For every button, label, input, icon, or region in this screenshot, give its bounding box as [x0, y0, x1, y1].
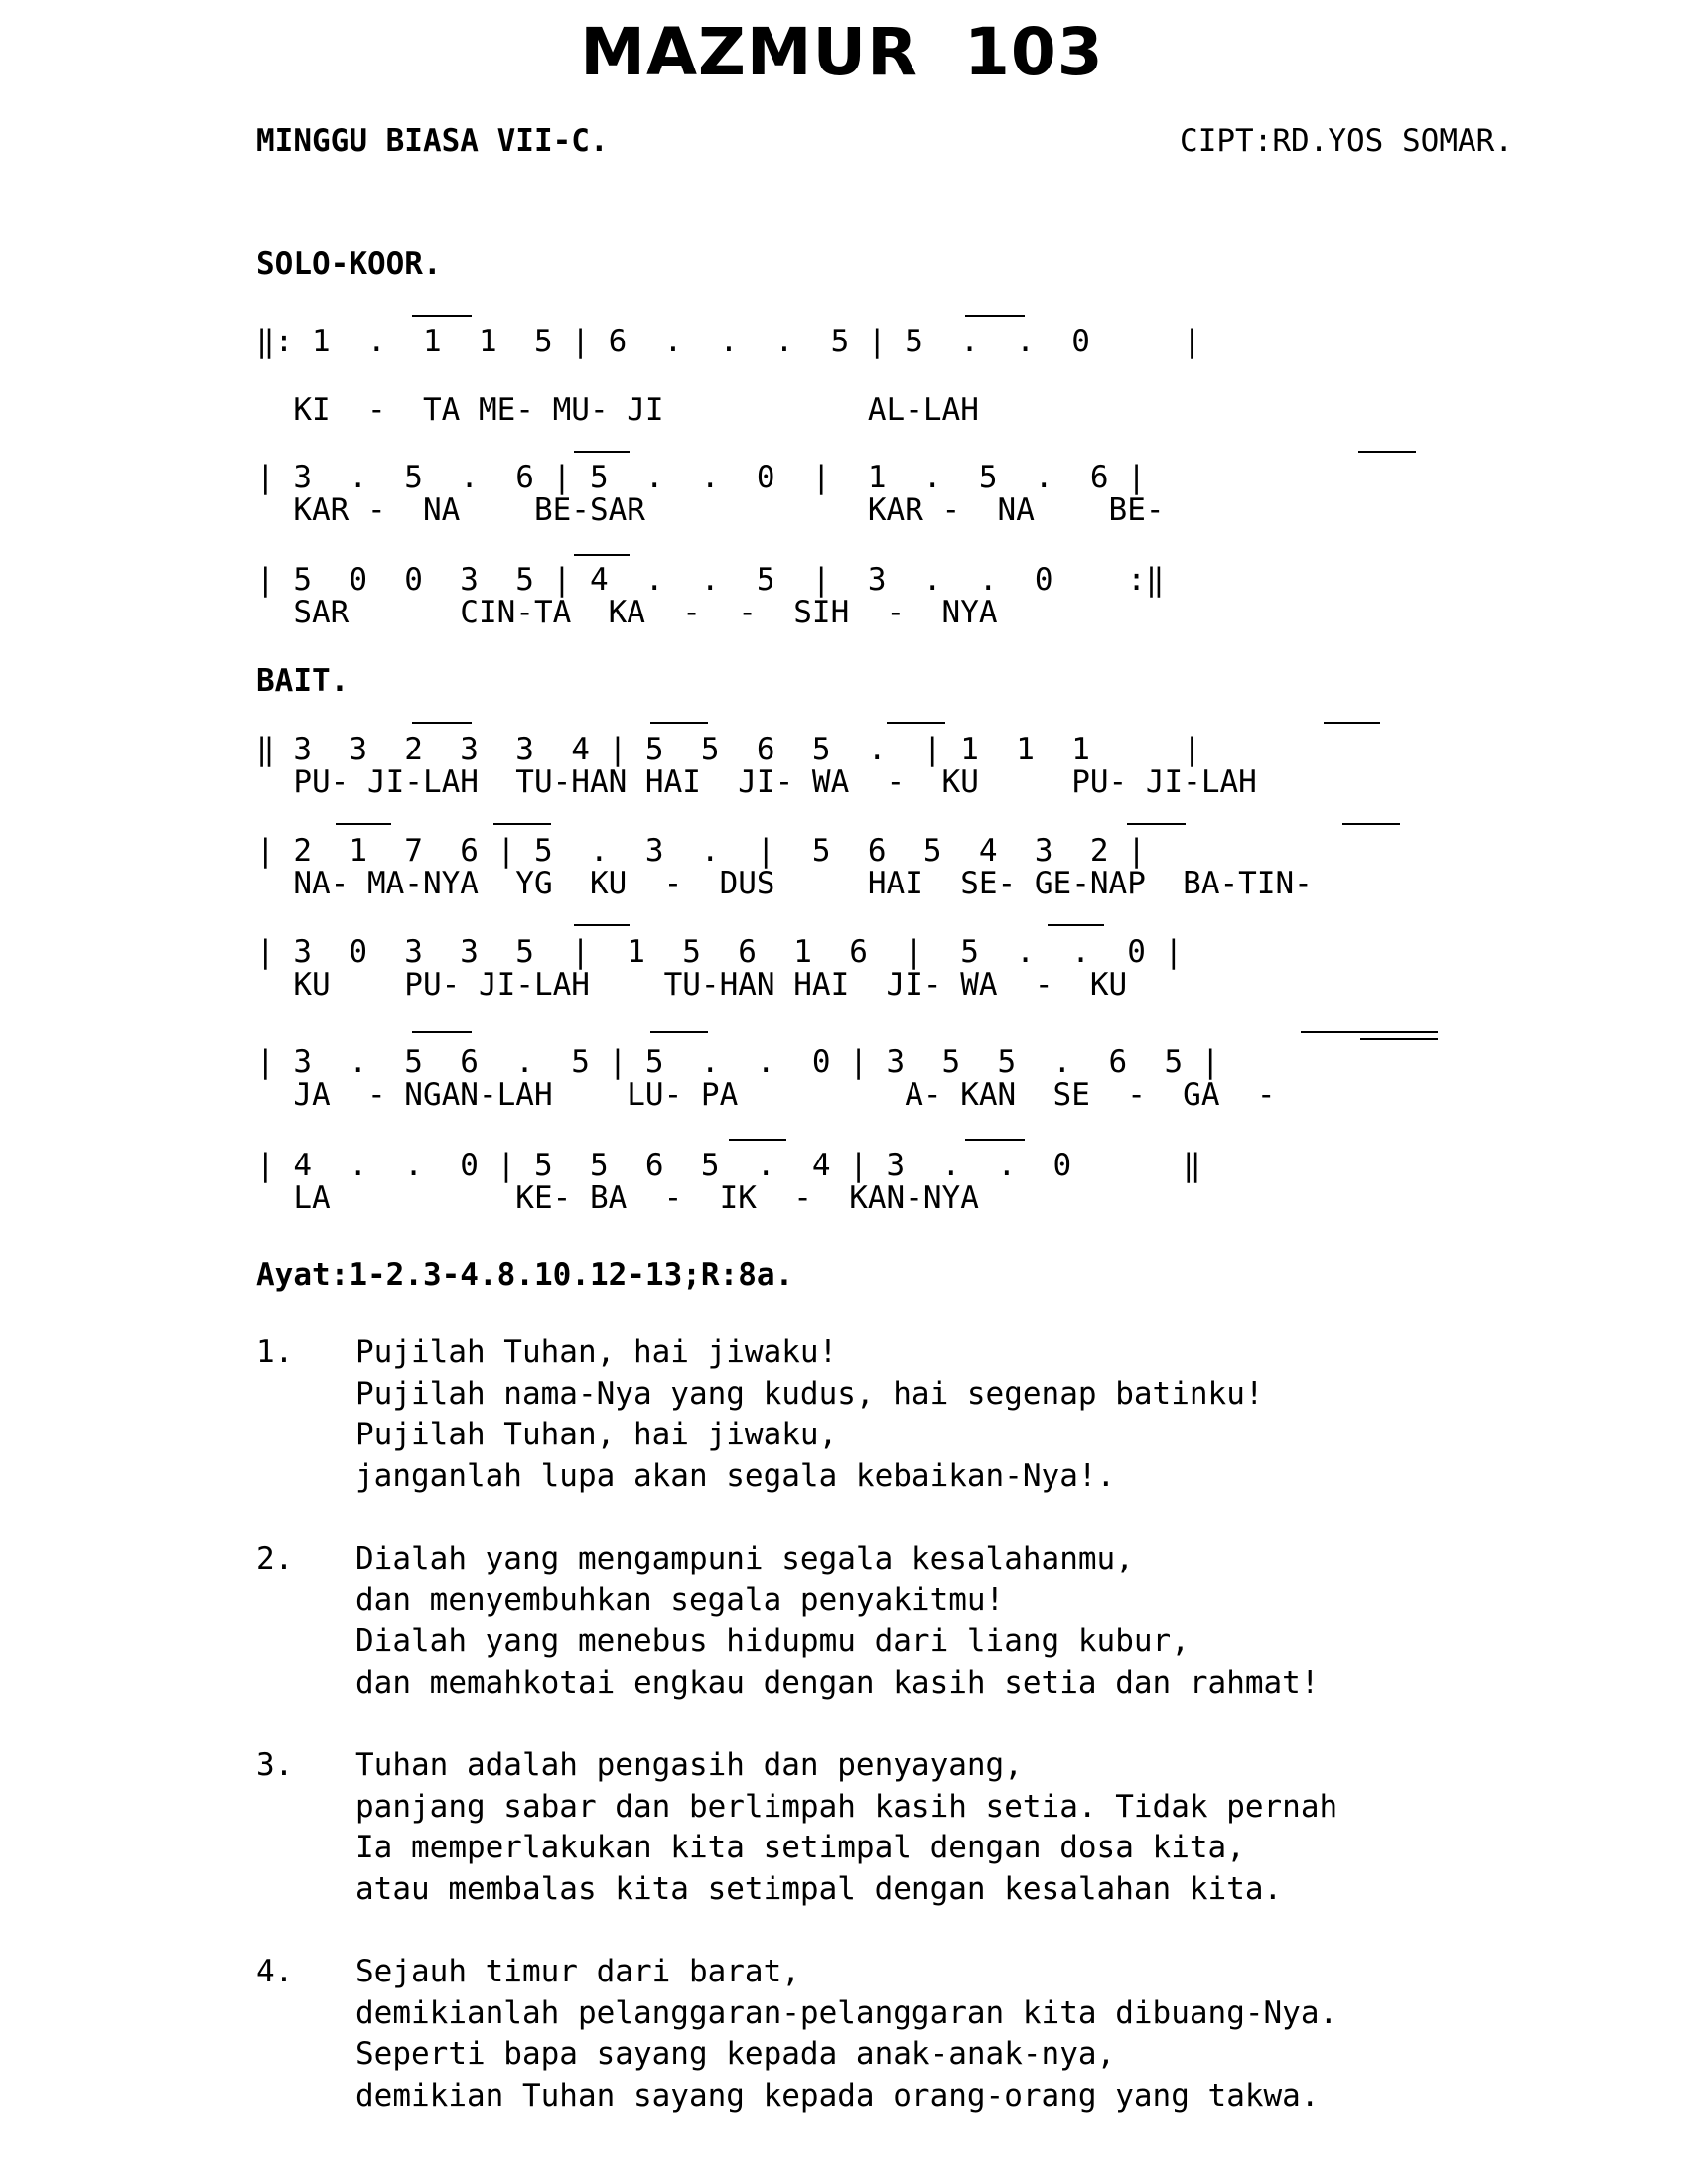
lyric-line: NA- MA-NYA YG KU - DUS HAI SE- GE-NAP BA-TIN-	[256, 866, 1313, 901]
verse-line: dan menyembuhkan segala penyakitmu!	[355, 1581, 1005, 1618]
verse-line: Sejauh timur dari barat,	[355, 1954, 800, 1989]
notation-line: | 3 . 5 6 . 5 | 5 . . 0 | 3 5 5 . 6 5 |	[256, 1044, 1220, 1080]
verse-line: dan memahkotai engkau dengan kasih setia dan rahmat!	[355, 1664, 1320, 1701]
notation-line: ‖: 1 . 1 1 5 | 6 . . . 5 | 5 . . 0 |	[256, 324, 1201, 359]
psalm-verses	[256, 1332, 1547, 2158]
lyric-line: JA - NGAN-LAH LU- PA A- KAN SE - GA -	[256, 1077, 1276, 1113]
verse-line: Tuhan adalah pengasih dan penyayang,	[355, 1747, 1023, 1783]
lyric-line: KU PU- JI-LAH TU-HAN HAI JI- WA - KU	[256, 967, 1128, 1003]
song-title: MAZMUR 103	[580, 14, 1104, 90]
verse-1	[256, 1332, 1547, 1497]
lyric-line: KI - TA ME- MU- JI AL-LAH	[256, 392, 979, 428]
notation-line: | 4 . . 0 | 5 5 6 5 . 4 | 3 . . 0 ‖	[256, 1148, 1201, 1183]
notation-line: | 5 0 0 3 5 | 4 . . 5 | 3 . . 0 :‖	[256, 562, 1165, 598]
verse-line: Pujilah Tuhan, hai jiwaku,	[355, 1417, 838, 1452]
verse-number: 4.	[256, 1954, 294, 1989]
notation-line: | 3 0 3 3 5 | 1 5 6 1 6 | 5 . . 0 |	[256, 934, 1184, 970]
verse-line: demikianlah pelanggaran-pelanggaran kita dibuang-Nya.	[355, 1994, 1338, 2031]
verse-4	[256, 1952, 1547, 2116]
composer-credit: CIPT:RD.YOS SOMAR.	[1180, 123, 1513, 159]
notation-line: ‖ 3 3 2 3 3 4 | 5 5 6 5 . | 1 1 1 |	[256, 732, 1201, 767]
verse-line: janganlah lupa akan segala kebaikan-Nya!.	[355, 1457, 1116, 1494]
lyric-line: PU- JI-LAH TU-HAN HAI JI- WA - KU PU- JI-LAH	[256, 764, 1257, 800]
notation-line: | 2 1 7 6 | 5 . 3 . | 5 6 5 4 3 2 |	[256, 833, 1146, 869]
verse-line: demikian Tuhan sayang kepada orang-orang yang takwa.	[355, 2077, 1320, 2114]
verse-number: 3.	[256, 1747, 294, 1783]
verse-line: Pujilah Tuhan, hai jiwaku!	[355, 1334, 838, 1370]
refrain-heading: SOLO-KOOR.	[256, 246, 442, 282]
verse-line: Ia memperlakukan kita setimpal dengan dosa kita,	[355, 1830, 1245, 1865]
liturgical-occasion: MINGGU BIASA VII-C.	[256, 123, 609, 159]
lyric-line: SAR CIN-TA KA - - SIH - NYA	[256, 595, 998, 630]
lyric-line: LA KE- BA - IK - KAN-NYA	[256, 1180, 979, 1216]
verse-line: Dialah yang mengampuni segala kesalahanmu,	[355, 1541, 1134, 1576]
lyric-line: KAR - NA BE-SAR KAR - NA BE-	[256, 492, 1165, 528]
verse-line: panjang sabar dan berlimpah kasih setia. Tidak pernah	[355, 1788, 1338, 1825]
verse-number: 2.	[256, 1541, 294, 1576]
verse-3	[256, 1745, 1547, 1910]
verse-number: 1.	[256, 1334, 294, 1370]
verse-2	[256, 1539, 1547, 1704]
notation-line: | 3 . 5 . 6 | 5 . . 0 | 1 . 5 . 6 |	[256, 460, 1146, 495]
verse-line: Dialah yang menebus hidupmu dari liang kubur,	[355, 1623, 1190, 1659]
verse-music-heading: BAIT.	[256, 663, 350, 699]
verse-line: atau membalas kita setimpal dengan kesalahan kita.	[355, 1870, 1283, 1907]
verse-line: Seperti bapa sayang kepada anak-anak-nya,	[355, 2036, 1116, 2072]
verse-line: Pujilah nama-Nya yang kudus, hai segenap batinku!	[355, 1375, 1264, 1412]
verse-references: Ayat:1-2.3-4.8.10.12-13;R:8a.	[256, 1257, 794, 1293]
